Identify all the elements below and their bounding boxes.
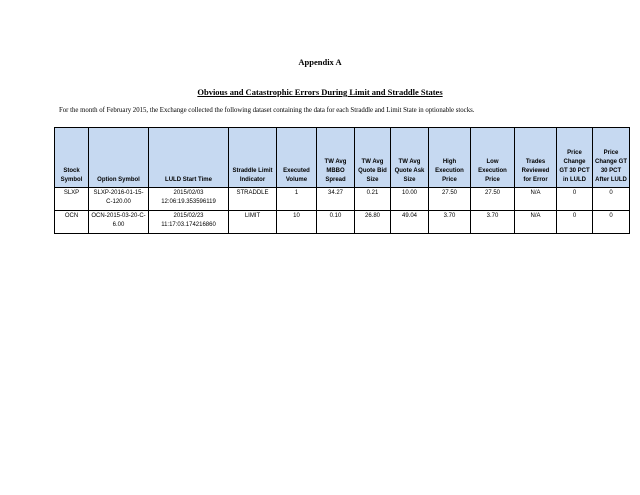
- cell-straddle-limit-indicator: STRADDLE: [229, 188, 277, 211]
- cell-tw-avg-mbbo-spread: 34.27: [317, 188, 355, 211]
- cell-tw-avg-quote-ask-size: 10.00: [391, 188, 429, 211]
- header-trades-reviewed-for-error: Trades Reviewed for Error: [515, 128, 557, 188]
- cell-luld-start-time: 2015/02/23 11:17:03.174216860: [149, 211, 229, 234]
- cell-high-execution-price: 3.70: [429, 211, 471, 234]
- cell-tw-avg-quote-bid-size: 0.21: [355, 188, 391, 211]
- cell-stock-symbol: OCN: [55, 211, 89, 234]
- section-title: Obvious and Catastrophic Errors During Limit and Straddle States: [197, 87, 443, 97]
- header-option-symbol: Option Symbol: [89, 128, 149, 188]
- cell-executed-volume: 1: [277, 188, 317, 211]
- cell-tw-avg-quote-bid-size: 26.80: [355, 211, 391, 234]
- header-price-change-in-luld: Price Change GT 30 PCT in LULD: [557, 128, 593, 188]
- cell-trades-reviewed-for-error: N/A: [515, 211, 557, 234]
- appendix-title: Appendix A: [298, 57, 342, 67]
- header-stock-symbol: Stock Symbol: [55, 128, 89, 188]
- cell-luld-start-time: 2015/02/03 12:06:19.353596119: [149, 188, 229, 211]
- header-straddle-limit-indicator: Straddle Limit Indicator: [229, 128, 277, 188]
- cell-straddle-limit-indicator: LIMIT: [229, 211, 277, 234]
- header-tw-avg-quote-bid-size: TW Avg Quote Bid Size: [355, 128, 391, 188]
- cell-option-symbol: SLXP-2016-01-15-C-120.00: [89, 188, 149, 211]
- intro-paragraph: For the month of February 2015, the Exchange collected the following dataset containing the data for each Straddle and Limit State in optionable stocks.: [59, 107, 475, 114]
- table-row: [55, 211, 630, 234]
- cell-price-change-after-luld: 0: [593, 211, 630, 234]
- header-high-execution-price: High Execution Price: [429, 128, 471, 188]
- header-tw-avg-quote-ask-size: TW Avg Quote Ask Size: [391, 128, 429, 188]
- luld-data-table: [54, 127, 630, 234]
- cell-low-execution-price: 27.50: [471, 188, 515, 211]
- table-header-row: [55, 128, 630, 188]
- cell-option-symbol: OCN-2015-03-20-C-6.00: [89, 211, 149, 234]
- cell-stock-symbol: SLXP: [55, 188, 89, 211]
- header-tw-avg-mbbo-spread: TW Avg MBBO Spread: [317, 128, 355, 188]
- cell-low-execution-price: 3.70: [471, 211, 515, 234]
- table-row: [55, 188, 630, 211]
- header-executed-volume: Executed Volume: [277, 128, 317, 188]
- cell-price-change-after-luld: 0: [593, 188, 630, 211]
- cell-high-execution-price: 27.50: [429, 188, 471, 211]
- header-price-change-after-luld: Price Change GT 30 PCT After LULD: [593, 128, 630, 188]
- cell-price-change-in-luld: 0: [557, 211, 593, 234]
- cell-tw-avg-quote-ask-size: 49.04: [391, 211, 429, 234]
- cell-trades-reviewed-for-error: N/A: [515, 188, 557, 211]
- cell-price-change-in-luld: 0: [557, 188, 593, 211]
- cell-executed-volume: 10: [277, 211, 317, 234]
- header-luld-start-time: LULD Start Time: [149, 128, 229, 188]
- cell-tw-avg-mbbo-spread: 0.10: [317, 211, 355, 234]
- header-low-execution-price: Low Execution Price: [471, 128, 515, 188]
